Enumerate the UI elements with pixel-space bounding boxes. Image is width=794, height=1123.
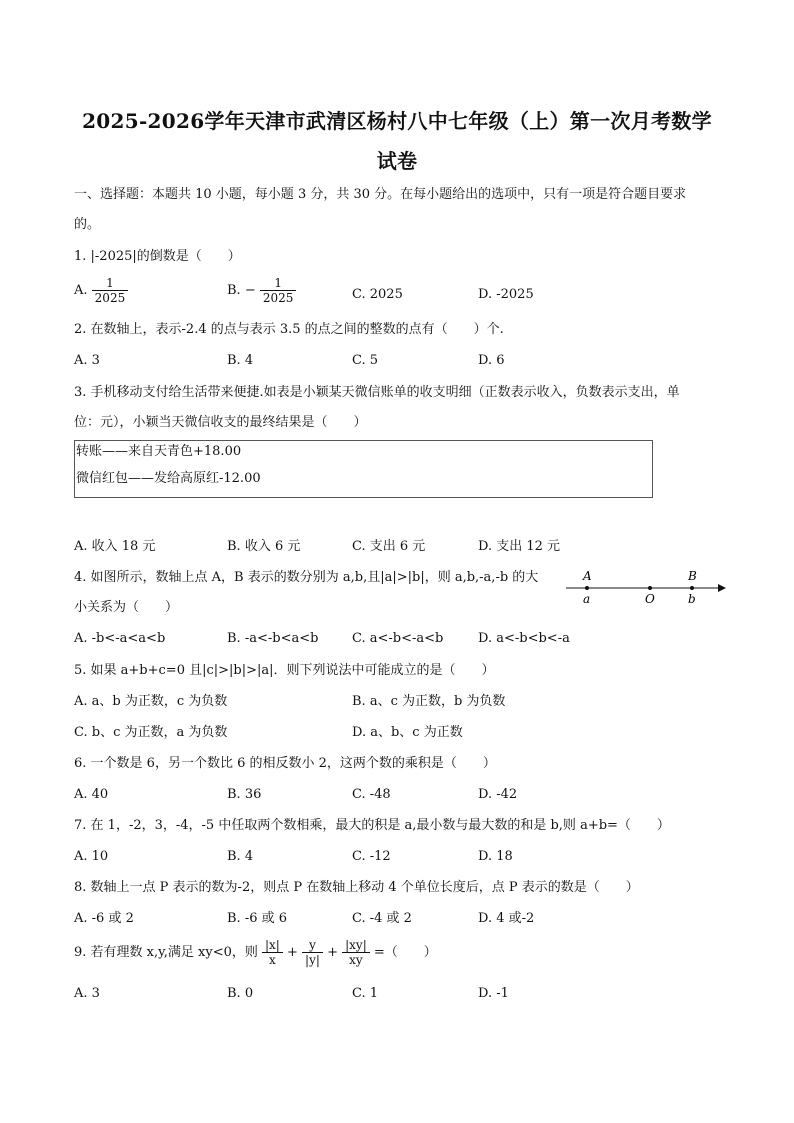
question-4-stem-cont: 小关系为（ ）	[74, 600, 179, 615]
label-a: a	[583, 592, 591, 606]
q6-option-c: C. -48	[352, 787, 391, 802]
q5-option-c: C. b、c 为正数，a 为负数	[74, 725, 228, 740]
section-intro: 一、选择题：本题共 10 小题，每小题 3 分，共 30 分。在每小题给出的选项中，只有一项是符合题目要求	[74, 187, 687, 202]
question-9-stem: 9. 若有理数 x,y,满足 xy<0，则 $\frac{|x|}{x}$ + $\frac{y}{|y|}$ + $\frac{|xy|}{xy}$ =（ ）	[74, 938, 437, 967]
q3-option-d: D. 支出 12 元	[478, 539, 561, 554]
question-3-stem: 3. 手机移动支付给生活带来便捷.如表是小颖某天微信账单的收支明细（正数表示收入，负数表示支出，单	[74, 385, 680, 400]
fraction-abs-x-over-x: $\frac{|x|}{x}$	[262, 938, 283, 967]
q4-option-a: A. -b<-a<a<b	[74, 631, 166, 646]
q9-option-b: B. 0	[227, 986, 254, 1001]
label-A: A	[583, 569, 592, 583]
point-b	[690, 586, 694, 590]
q1-option-d: D. -2025	[478, 287, 534, 302]
q3-option-b: B. 收入 6 元	[227, 539, 301, 554]
q2-option-c: C. 5	[352, 353, 379, 368]
q5-option-b: B. a、c 为正数，b 为负数	[352, 694, 506, 709]
q5-option-d: D. a、b、c 为正数	[352, 725, 463, 740]
q1-option-a: A. $\frac{1}{2025}$	[74, 276, 128, 305]
document-title-line2: 试卷	[376, 149, 418, 173]
q6-option-b: B. 36	[227, 787, 262, 802]
question-5-stem: 5. 如果 a+b+c=0 且|c|>|b|>|a|．则下列说法中可能成立的是（ ）	[74, 663, 495, 678]
point-origin	[648, 586, 652, 590]
question-8-stem: 8. 数轴上一点 P 表示的数为-2，则点 P 在数轴上移动 4 个单位长度后，点 P 表示的数是（ ）	[74, 880, 639, 895]
fraction-y-over-abs-y: $\frac{y}{|y|}$	[302, 938, 323, 967]
q6-option-a: A. 40	[74, 787, 109, 802]
q1-option-b: B. − $\frac{1}{2025}$	[227, 276, 296, 305]
q8-option-c: C. -4 或 2	[352, 911, 412, 926]
number-line-figure	[560, 566, 730, 610]
question-4-stem: 4. 如图所示，数轴上点 A，B 表示的数分别为 a,b,且|a|>|b|，则 a,b,-a,-b 的大	[74, 570, 539, 585]
q3-option-a: A. 收入 18 元	[74, 539, 156, 554]
question-3-stem-cont: 位：元），小颖当天微信收支的最终结果是（ ）	[74, 415, 367, 430]
q1-option-c: C. 2025	[352, 287, 403, 302]
q2-option-a: A. 3	[74, 353, 100, 368]
q3-option-c: C. 支出 6 元	[352, 539, 426, 554]
question-2-stem: 2. 在数轴上，表示-2.4 的点与表示 3.5 的点之间的整数的点有（ ）个.	[74, 322, 504, 337]
q4-option-b: B. -a<-b<a<b	[227, 631, 319, 646]
section-intro-cont: 的。	[74, 217, 101, 232]
q4-option-d: D. a<-b<b<-a	[478, 631, 570, 646]
q2-option-d: D. 6	[478, 353, 505, 368]
question-6-stem: 6. 一个数是 6，另一个数比 6 的相反数小 2，这两个数的乘积是（ ）	[74, 756, 496, 771]
transaction-line-2: 微信红包——发给高原红-12.00	[76, 471, 261, 486]
q8-option-d: D. 4 或-2	[478, 911, 535, 926]
q7-option-b: B. 4	[227, 849, 254, 864]
q6-option-d: D. -42	[478, 787, 518, 802]
q2-option-b: B. 4	[227, 353, 254, 368]
document-title-line1: 2025-2026学年天津市武清区杨村八中七年级（上）第一次月考数学	[82, 109, 712, 133]
question-1-stem: 1. |-2025|的倒数是（ ）	[74, 249, 241, 264]
label-b: b	[688, 592, 696, 606]
transaction-line-1: 转账——来自天青色+18.00	[76, 444, 242, 459]
q5-option-a: A. a、b 为正数，c 为负数	[74, 694, 228, 709]
q9-option-a: A. 3	[74, 986, 100, 1001]
arrow-head-icon	[718, 584, 726, 592]
q9-option-c: C. 1	[352, 986, 379, 1001]
fraction: $\frac{1}{2025}$	[92, 276, 129, 305]
q8-option-b: B. -6 或 6	[227, 911, 288, 926]
label-B: B	[688, 569, 697, 583]
q7-option-d: D. 18	[478, 849, 513, 864]
fraction: $\frac{1}{2025}$	[260, 276, 297, 305]
point-a	[585, 586, 589, 590]
q8-option-a: A. -6 或 2	[74, 911, 134, 926]
q7-option-a: A. 10	[74, 849, 109, 864]
question-7-stem: 7. 在 1，-2，3，-4，-5 中任取两个数相乘，最大的积是 a,最小数与最大数的和是 b,则 a+b=（ ）	[74, 818, 670, 833]
q9-option-d: D. -1	[478, 986, 509, 1001]
fraction-abs-xy-over-xy: $\frac{|xy|}{xy}$	[342, 938, 370, 967]
label-O: O	[645, 592, 655, 606]
q7-option-c: C. -12	[352, 849, 391, 864]
q4-option-c: C. a<-b<-a<b	[352, 631, 444, 646]
